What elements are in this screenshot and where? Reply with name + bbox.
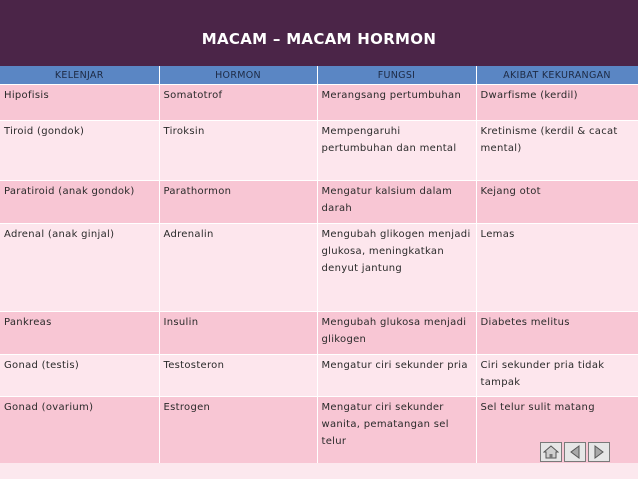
cell-akibat: Sel telur sulit matang [476, 397, 638, 463]
header-fungsi: FUNGSI [317, 66, 476, 85]
table-row [0, 121, 638, 181]
header-hormon: HORMON [159, 66, 317, 85]
cell-akibat: Kejang otot [476, 181, 638, 224]
cell-kelenjar: Paratiroid (anak gondok) [0, 181, 159, 224]
cell-fungsi: Mengatur kalsium dalam darah [317, 181, 476, 224]
cell-akibat: Dwarfisme (kerdil) [476, 85, 638, 121]
cell-kelenjar: Gonad (testis) [0, 355, 159, 397]
header-akibat: AKIBAT KEKURANGAN [476, 66, 638, 85]
cell-hormon: Estrogen [159, 397, 317, 463]
cell-hormon: Somatotrof [159, 85, 317, 121]
cell-kelenjar: Gonad (ovarium) [0, 397, 159, 463]
table-row [0, 355, 638, 397]
home-button[interactable] [540, 442, 562, 462]
header-kelenjar: KELENJAR [0, 66, 159, 85]
cell-hormon: Tiroksin [159, 121, 317, 181]
cell-akibat: Ciri sekunder pria tidak tampak [476, 355, 638, 397]
cell-hormon: Insulin [159, 312, 317, 355]
cell-fungsi: Merangsang pertumbuhan [317, 85, 476, 121]
table-row [0, 224, 638, 312]
cell-kelenjar: Adrenal (anak ginjal) [0, 224, 159, 312]
cell-kelenjar: Pankreas [0, 312, 159, 355]
cell-fungsi: Mengubah glukosa menjadi glikogen [317, 312, 476, 355]
table-header-row [0, 66, 638, 85]
cell-kelenjar: Hipofisis [0, 85, 159, 121]
title-bar [0, 0, 638, 67]
home-icon [543, 445, 559, 459]
cell-fungsi: Mengatur ciri sekunder wanita, pematangan sel telur [317, 397, 476, 463]
cell-fungsi: Mempengaruhi pertumbuhan dan mental [317, 121, 476, 181]
cell-kelenjar: Tiroid (gondok) [0, 121, 159, 181]
hormone-table [0, 66, 638, 463]
table-row [0, 85, 638, 121]
slide-title: MACAM – MACAM HORMON [201, 30, 437, 48]
table-row [0, 181, 638, 224]
cell-hormon: Testosteron [159, 355, 317, 397]
previous-icon [568, 445, 582, 459]
next-icon [592, 445, 606, 459]
previous-button[interactable] [564, 442, 586, 462]
cell-akibat: Lemas [476, 224, 638, 312]
cell-hormon: Adrenalin [159, 224, 317, 312]
next-button[interactable] [588, 442, 610, 462]
cell-akibat: Kretinisme (kerdil & cacat mental) [476, 121, 638, 181]
cell-hormon: Parathormon [159, 181, 317, 224]
cell-fungsi: Mengubah glikogen menjadi glukosa, meningkatkan denyut jantung [317, 224, 476, 312]
table-row [0, 312, 638, 355]
cell-fungsi: Mengatur ciri sekunder pria [317, 355, 476, 397]
slide-navigation [540, 442, 610, 462]
cell-akibat: Diabetes melitus [476, 312, 638, 355]
